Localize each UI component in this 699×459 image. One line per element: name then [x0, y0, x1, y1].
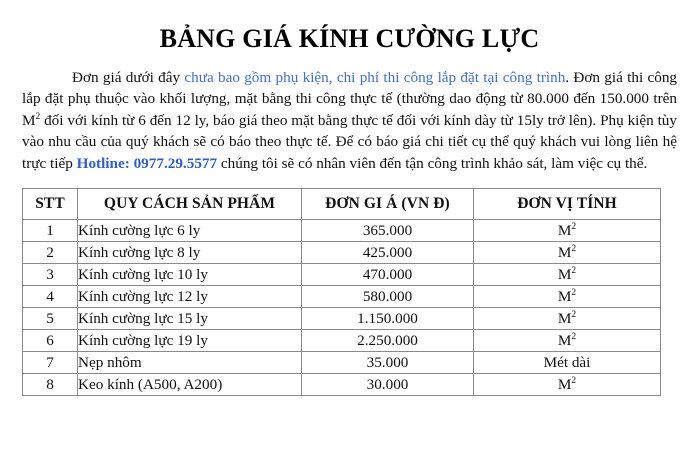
unit-superscript: 2: [571, 309, 577, 320]
unit-superscript: 2: [571, 243, 577, 254]
unit-label: M: [557, 221, 572, 239]
cell-product-name: Kính cường lực 19 ly: [78, 330, 302, 352]
unit-label: M: [557, 243, 572, 261]
cell-product-name: Kính cường lực 15 ly: [78, 308, 302, 330]
intro-text-part-2: . Đơn giá thi công lắp đặt phụ thuộc vào khối lượng, mặt bằng thi công thực tế (thường dao động từ 80.000 đến 150.000 trên M: [22, 68, 678, 129]
column-header-unit: ĐƠN VỊ TÍNH: [474, 189, 661, 220]
table-row: [23, 308, 661, 330]
unit-label: M: [557, 265, 572, 283]
cell-unit: [474, 374, 661, 396]
unit-superscript: 2: [571, 221, 577, 232]
table-row: [23, 374, 661, 396]
cell-unit: [474, 308, 661, 330]
hotline-text[interactable]: Hotline: 0977.29.5577: [76, 154, 218, 172]
intro-text-part-4: chúng tôi sẽ có nhân viên đến tận công trình khảo sát, làm việc cụ thể.: [217, 154, 648, 172]
cell-stt: 4: [23, 286, 78, 308]
page-title: BẢNG GIÁ KÍNH CƯỜNG LỰC: [159, 24, 540, 53]
intro-accent-text: chưa bao gồm phụ kiện, chi phí thi công lắp đặt tại công trình: [184, 68, 566, 86]
table-body: [23, 220, 661, 396]
cell-unit: [474, 220, 661, 242]
table-row: [23, 220, 661, 242]
cell-price: 2.250.000: [302, 330, 474, 352]
column-header-price: ĐƠN GI Á (VN Đ): [302, 189, 474, 220]
cell-stt: 8: [23, 374, 78, 396]
column-header-product: QUY CÁCH SẢN PHẨM: [78, 189, 302, 220]
cell-stt: 3: [23, 264, 78, 286]
table-row: [23, 242, 661, 264]
unit-label: M: [557, 309, 572, 327]
cell-stt: 2: [23, 242, 78, 264]
unit-label: M: [557, 287, 572, 305]
cell-price: 1.150.000: [302, 308, 474, 330]
cell-stt: 6: [23, 330, 78, 352]
cell-unit: [474, 264, 661, 286]
table-row: [23, 264, 661, 286]
unit-superscript: 2: [571, 331, 577, 342]
unit-label: M: [557, 375, 572, 393]
cell-unit: [474, 330, 661, 352]
unit-label: M: [557, 331, 572, 349]
table-row: [23, 352, 661, 374]
intro-paragraph: [22, 67, 677, 175]
intro-superscript-squared: 2: [35, 111, 41, 122]
unit-superscript: 2: [571, 287, 577, 298]
unit-label: Mét dài: [543, 353, 591, 371]
cell-product-name: Kính cường lực 6 ly: [78, 220, 302, 242]
column-header-stt: STT: [23, 189, 78, 220]
table-row: [23, 286, 661, 308]
table-header-row: [23, 189, 661, 220]
cell-unit: [474, 286, 661, 308]
intro-text-part-1: Đơn giá dưới đây: [72, 68, 185, 86]
table-header: [23, 189, 661, 220]
cell-stt: 7: [23, 352, 78, 374]
cell-price: 365.000: [302, 220, 474, 242]
cell-price: 425.000: [302, 242, 474, 264]
cell-unit: [474, 242, 661, 264]
table-row: [23, 330, 661, 352]
intro-text-part-3: đối với kính từ 6 đến 12 ly, báo giá theo mặt bằng thực tế đối với kính dày từ 15ly trở lên). Phụ kiện tùy vào nhu cầu của quý khách sẽ có báo theo thực tế. Để có báo giá chi tiết cụ thể quý khách vui lòng liên hệ trực tiếp: [22, 111, 677, 172]
cell-price: 580.000: [302, 286, 474, 308]
cell-product-name: Nẹp nhôm: [78, 352, 302, 374]
cell-price: 470.000: [302, 264, 474, 286]
cell-stt: 1: [23, 220, 78, 242]
cell-product-name: Kính cường lực 10 ly: [78, 264, 302, 286]
cell-product-name: Kính cường lực 8 ly: [78, 242, 302, 264]
cell-product-name: Keo kính (A500, A200): [78, 374, 302, 396]
cell-price: 35.000: [302, 352, 474, 374]
cell-unit: [474, 352, 661, 374]
unit-superscript: 2: [571, 265, 577, 276]
price-table: [22, 188, 661, 396]
cell-product-name: Kính cường lực 12 ly: [78, 286, 302, 308]
cell-price: 30.000: [302, 374, 474, 396]
cell-stt: 5: [23, 308, 78, 330]
unit-superscript: 2: [571, 375, 577, 386]
